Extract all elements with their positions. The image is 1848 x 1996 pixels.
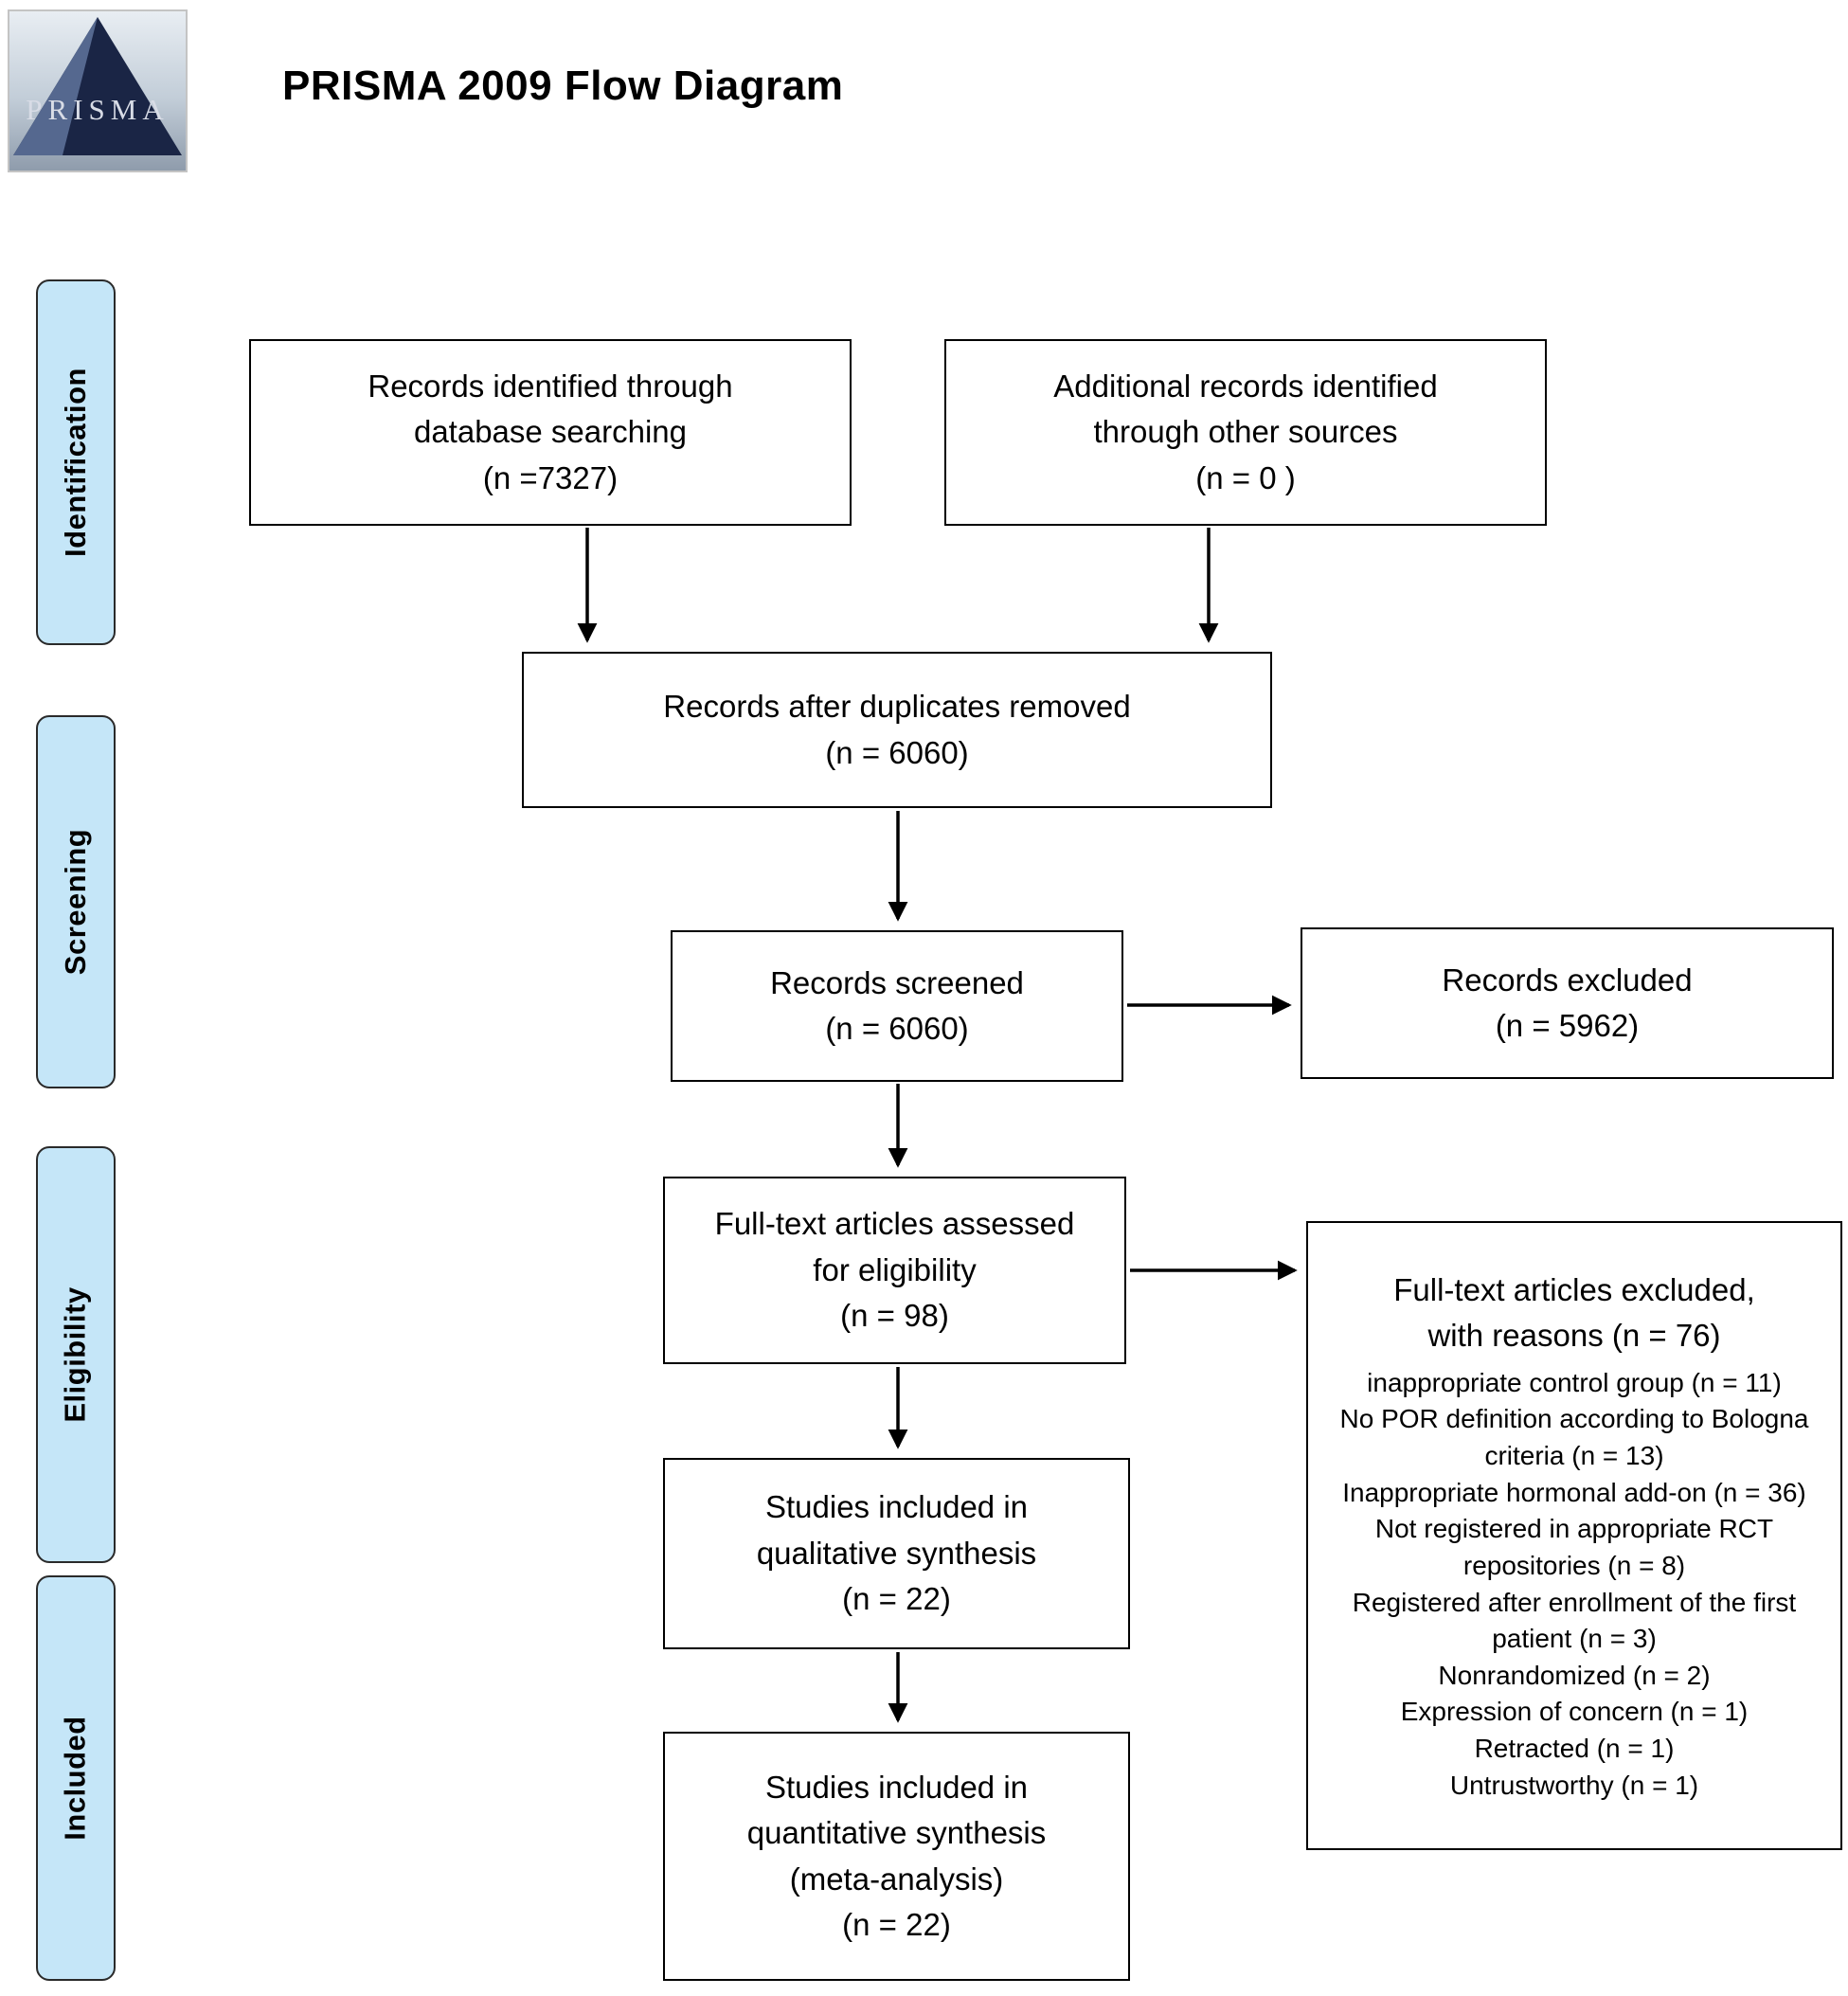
exclusion-reason: Untrustworthy (n = 1) — [1449, 1770, 1699, 1800]
box-text-line: Records after duplicates removed — [663, 689, 1131, 724]
stage-eligibility — [36, 1146, 116, 1563]
box-text-line: (n = 6060) — [825, 734, 969, 770]
flow-box-additional-records — [944, 339, 1547, 526]
box-text-line: qualitative synthesis — [756, 1535, 1037, 1571]
flow-box-qualitative-synthesis — [663, 1458, 1130, 1649]
box-text-line: Full-text articles assessed — [714, 1206, 1075, 1242]
box-text-line: (n = 6060) — [825, 1011, 969, 1046]
flow-box-after-duplicates — [522, 652, 1272, 808]
box-text-line: Full-text articles excluded, — [1393, 1271, 1755, 1307]
box-text-line: Additional records identified — [1053, 368, 1438, 404]
flow-box-records-identified — [249, 339, 852, 526]
exclusion-reasons-list — [1321, 1365, 1827, 1805]
box-text-line: Studies included in — [764, 1489, 1029, 1525]
page-title: PRISMA 2009 Flow Diagram — [282, 63, 844, 109]
exclusion-reason: Nonrandomized (n = 2) — [1438, 1660, 1711, 1690]
stage-label: Included — [59, 1716, 93, 1841]
box-text-line: through other sources — [1093, 414, 1398, 450]
box-text-line: (n = 5962) — [1495, 1008, 1640, 1043]
box-text-line: (n = 0 ) — [1195, 459, 1296, 495]
exclusion-reason: Not registered in appropriate RCT repositories (n = 8) — [1374, 1514, 1774, 1580]
box-text-line: database searching — [413, 414, 688, 450]
logo-text: PRISMA — [26, 93, 170, 126]
box-text-line: (n = 22) — [842, 1907, 951, 1942]
box-text-line: (n = 98) — [840, 1298, 949, 1334]
stage-included — [36, 1575, 116, 1981]
prisma-logo — [8, 9, 188, 172]
exclusion-reason: Retracted (n = 1) — [1474, 1734, 1675, 1763]
box-text-line: Records excluded — [1442, 962, 1693, 998]
box-text-line: Records identified through — [368, 368, 733, 404]
box-text-line: Studies included in — [764, 1769, 1029, 1805]
flow-box-fulltext-excluded — [1306, 1221, 1842, 1850]
stage-label: Screening — [59, 828, 93, 976]
exclusion-reason: Expression of concern (n = 1) — [1400, 1697, 1749, 1727]
prisma-logo-image — [8, 9, 188, 172]
box-text-line: for eligibility — [813, 1251, 977, 1287]
stage-label: Identification — [59, 368, 93, 557]
exclusion-reason: Registered after enrollment of the first patient (n = 3) — [1352, 1587, 1797, 1654]
box-text-line: Records screened — [770, 964, 1024, 1000]
flow-box-fulltext-assessed — [663, 1177, 1126, 1364]
exclusion-reason: Inappropriate hormonal add-on (n = 36) — [1342, 1477, 1806, 1507]
stage-screening — [36, 715, 116, 1088]
flow-box-records-screened — [671, 930, 1123, 1082]
box-text-line: (n = 22) — [842, 1581, 951, 1617]
flow-box-records-excluded — [1301, 927, 1834, 1079]
exclusion-reason: inappropriate control group (n = 11) — [1367, 1367, 1782, 1397]
box-text-line: quantitative synthesis — [746, 1815, 1047, 1850]
exclusion-reason: No POR definition according to Bologna criteria (n = 13) — [1339, 1404, 1809, 1470]
box-text-line: (n =7327) — [482, 459, 619, 495]
box-text-line: with reasons (n = 76) — [1427, 1318, 1721, 1354]
box-text-line: (meta-analysis) — [789, 1861, 1004, 1897]
flow-box-quantitative-synthesis — [663, 1732, 1130, 1981]
stage-identification — [36, 279, 116, 645]
stage-label: Eligibility — [59, 1286, 93, 1423]
